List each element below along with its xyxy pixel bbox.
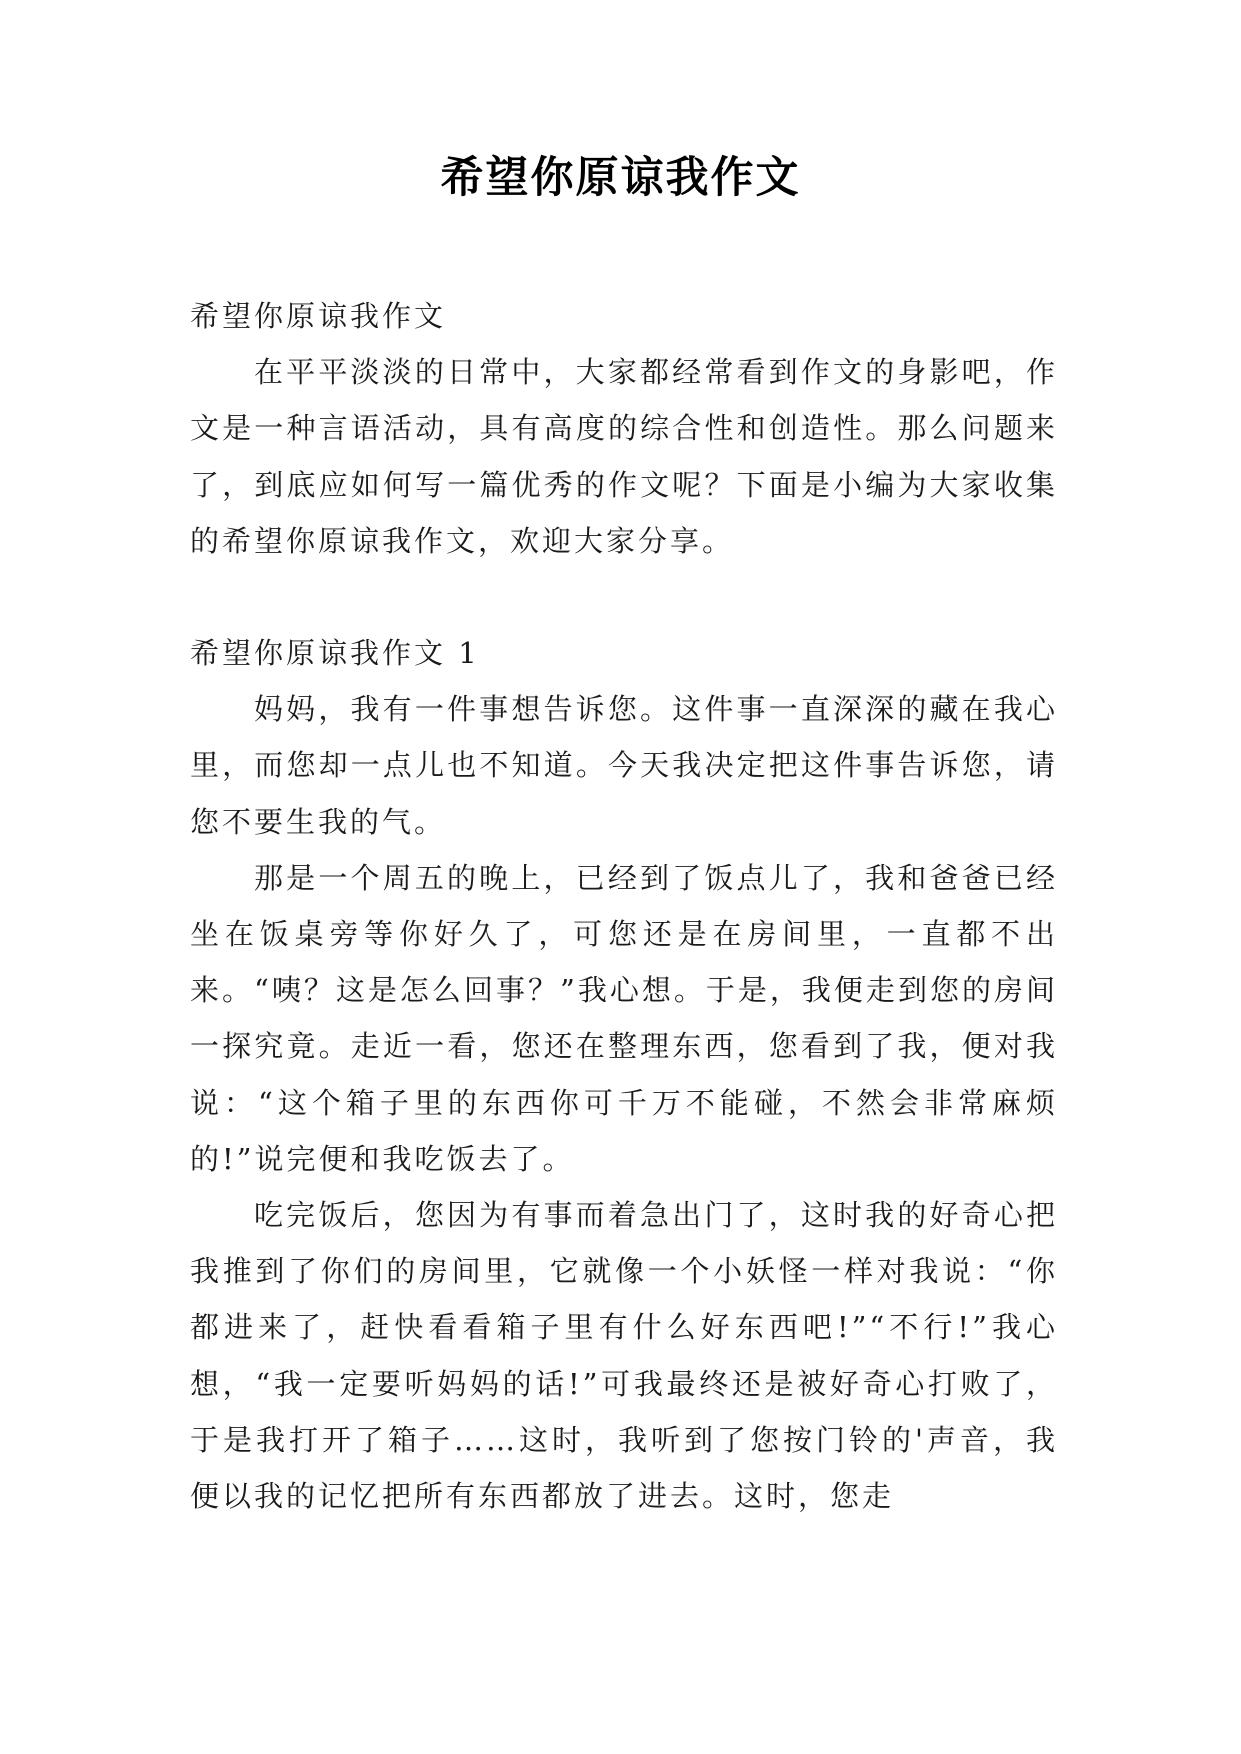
section-spacer bbox=[190, 569, 1058, 625]
intro-paragraph: 在平平淡淡的日常中，大家都经常看到作文的身影吧，作文是一种言语活动，具有高度的综合性和创造性。那么问题来了，到底应如何写一篇优秀的作文呢？下面是小编为大家收集的希望你原谅我作文，欢迎大家分享。 bbox=[190, 355, 1058, 558]
document-body bbox=[190, 288, 1058, 1524]
document-title: 希望你原谅我作文 bbox=[440, 153, 801, 203]
body-paragraph-1: 妈妈，我有一件事想告诉您。这件事一直深深的藏在我心里，而您却一点儿也不知道。今天我决定把这件事告诉您，请您不要生我的气。 bbox=[190, 692, 1058, 839]
document-subtitle: 希望你原谅我作文 bbox=[190, 299, 447, 333]
body-paragraph-2: 那是一个周五的晚上，已经到了饭点儿了，我和爸爸已经坐在饭桌旁等你好久了，可您还是在房间里，一直都不出来。“咦？这是怎么回事？”我心想。于是，我便走到您的房间一探究竟。走近一看，您还在整理东西，您看到了我，便对我说：“这个箱子里的东西你可千万不能碰，不然会非常麻烦的!”说完便和我吃饭去了。 bbox=[190, 860, 1058, 1176]
section-heading: 希望你原谅我作文 1 bbox=[190, 636, 480, 671]
body-paragraph-3: 吃完饭后，您因为有事而着急出门了，这时我的好奇心把我推到了你们的房间里，它就像一个小妖怪一样对我说：“你都进来了，赶快看看箱子里有什么好东西吧!”“不行!”我心想，“我一定要听妈妈的话!”可我最终还是被好奇心打败了，于是我打开了箱子……这时，我听到了您按门铃的'声音，我便以我的记忆把所有东西都放了进去。这时，您走 bbox=[190, 1198, 1058, 1514]
